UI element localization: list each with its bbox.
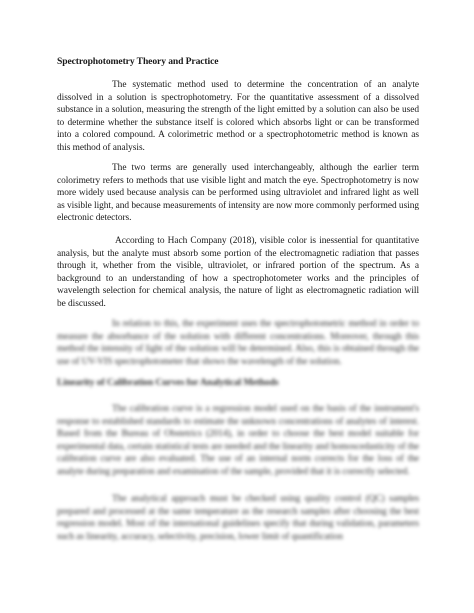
paragraph-3-text: According to Hach Company (2018), visible color is inessential for quantitative analysis, but the analyte must absorb some portion of the electromagnetic radiation that passes through it, whether from the visible, ultraviolet, or infrared portion of the spectrum. As a background to an understanding of how a spectrophotometer works and the principles of wavelength selection for chemical analysis, the nature of light as electromagnetic radiation will be discussed.	[57, 236, 419, 309]
blurred-paragraph-5-text: The calibration curve is a regression model used on the basis of the instrument's response to established standards to estimate the unknown concentrations of analytes of interest. Based from the Bureau of Obstetrics (2014), in order to choose the best model suitable for experimental data, certain statistical tests are needed and the linearity and homoscedasticity of the calibration curve are also evaluated. The use of an internal norm corrects for the loss of the analyte during preparation and examination of the sample, provided that it is correctly selected.	[57, 404, 419, 477]
blurred-paragraph-5	[57, 403, 419, 479]
document-heading: Spectrophotometry Theory and Practice	[57, 56, 219, 67]
paragraph-2-text: The two terms are generally used interchangeably, although the earlier term colorimetry refers to methods that use visible light and match the eye. Spectrophotometry is now more widely used because analysis can be performed using ultraviolet and infrared light as well as visible light, and because measurements of intensity are now more commonly performed using electronic detectors.	[57, 163, 419, 224]
blurred-paragraph-6-text: The analytical approach must be checked using quality control (QC) samples prepared and processed at the same temperature as the research samples after choosing the best regression model. Most of the international guidelines specify that during validation, parameters such as linearity, accuracy, selectivity, precision, lower limit of quantification	[57, 494, 419, 542]
blurred-paragraph-4	[57, 318, 419, 368]
paragraph-3	[57, 235, 419, 311]
blurred-paragraph-6	[57, 493, 419, 543]
blurred-paragraph-4-text: In relation to this, the experiment uses the spectrophotometric method in order to measure the absorbance of the solution with different concentrations. Moreover, through this method the intensity of light of the solution will be determined. Also, this is obtained through the use of UV-VIS spectrophotometer that shows the wavelength of the solution.	[57, 319, 419, 367]
paragraph-1-text: The systematic method used to determine the concentration of an analyte dissolved in a solution is spectrophotometry. For the quantitative assessment of a dissolved substance in a solution, measuring the strength of the light emitted by a solution can also be used to determine whether the substance itself is colored which absorbs light or can be transformed into a colored compound. A colorimetric method or a spectrophotometric method is known as this method of analysis.	[57, 80, 419, 153]
blurred-heading-2: Linearity of Calibration Curves for Analytical Methods	[57, 377, 279, 388]
paragraph-2	[57, 162, 419, 225]
paragraph-1	[57, 79, 419, 155]
